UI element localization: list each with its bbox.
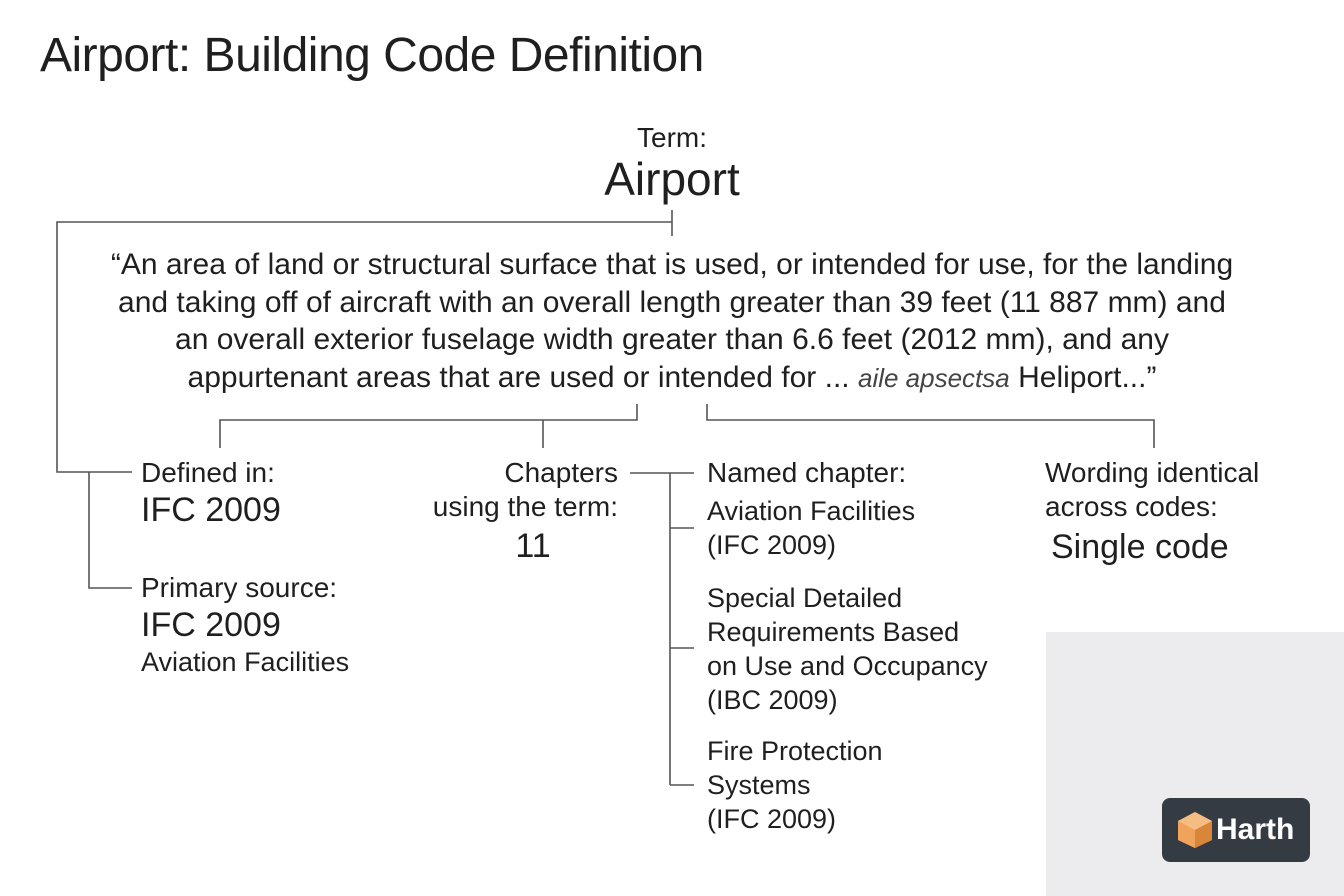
chapter-name: on Use and Occupancy (707, 651, 988, 681)
named-chapter-block (707, 456, 906, 490)
definition-line-end: Heliport...” (1018, 360, 1157, 394)
cube-logo-icon (1176, 810, 1214, 850)
chapters-label: using the term: (432, 491, 618, 522)
chapters-label: Chapters (504, 457, 618, 488)
defined-in-branch (89, 472, 132, 588)
named-chapter-item (707, 494, 915, 562)
chapter-name: Aviation Facilities (707, 496, 916, 526)
defined-in-value: IFC 2009 (141, 491, 281, 529)
brand-badge (1162, 798, 1310, 862)
primary-source-value: IFC 2009 (141, 606, 281, 644)
named-chapter-item (707, 581, 988, 717)
wording-value: Single code (1051, 528, 1229, 566)
wording-block (1045, 456, 1259, 524)
definition-faded-text: aile apsectsa (857, 362, 1010, 393)
brand-name: Harth (1216, 813, 1295, 846)
definition-line-start: appurtenant areas that are used or intended for ... (187, 360, 850, 394)
named-chapter-label: Named chapter: (707, 457, 907, 488)
named-chapter-item (707, 734, 883, 836)
primary-source-block (141, 571, 349, 679)
definition-left-bracket (220, 404, 637, 448)
term-label: Term: (637, 122, 707, 153)
chapters-count: 11 (515, 527, 551, 565)
definition-line: and taking off of aircraft with an overall length greater than 39 feet (11 887 mm) and (118, 285, 1226, 319)
definition-line: an overall exterior fuselage width greater than 6.6 feet (2012 mm), and any (175, 323, 1169, 356)
chapter-code: (IBC 2009) (707, 685, 838, 715)
chapter-name: Fire Protection (707, 736, 883, 766)
definition-line: “An area of land or structural surface that is used, or intended for use, for the landing (110, 248, 1234, 281)
wording-label: Wording identical (1045, 457, 1260, 488)
wording-label: across codes: (1045, 491, 1218, 522)
definition-right-bracket (707, 404, 1154, 448)
chapter-code: (IFC 2009) (707, 804, 837, 834)
primary-source-detail: Aviation Facilities (141, 647, 350, 677)
named-chapter-spine (670, 473, 694, 785)
defined-in-label: Defined in: (141, 457, 275, 488)
chapter-name: Requirements Based (707, 617, 960, 647)
chapter-name: Special Detailed (707, 583, 903, 613)
chapters-using-block (418, 456, 618, 524)
term-value: Airport (604, 153, 740, 205)
primary-source-label: Primary source: (141, 572, 338, 603)
chapter-name: Systems (707, 770, 811, 800)
definition-quote (80, 246, 1264, 397)
definition-line (80, 359, 1264, 398)
page-title: Airport: Building Code Definition (40, 29, 704, 82)
chapter-code: (IFC 2009) (707, 530, 837, 560)
defined-in-block (141, 456, 281, 530)
